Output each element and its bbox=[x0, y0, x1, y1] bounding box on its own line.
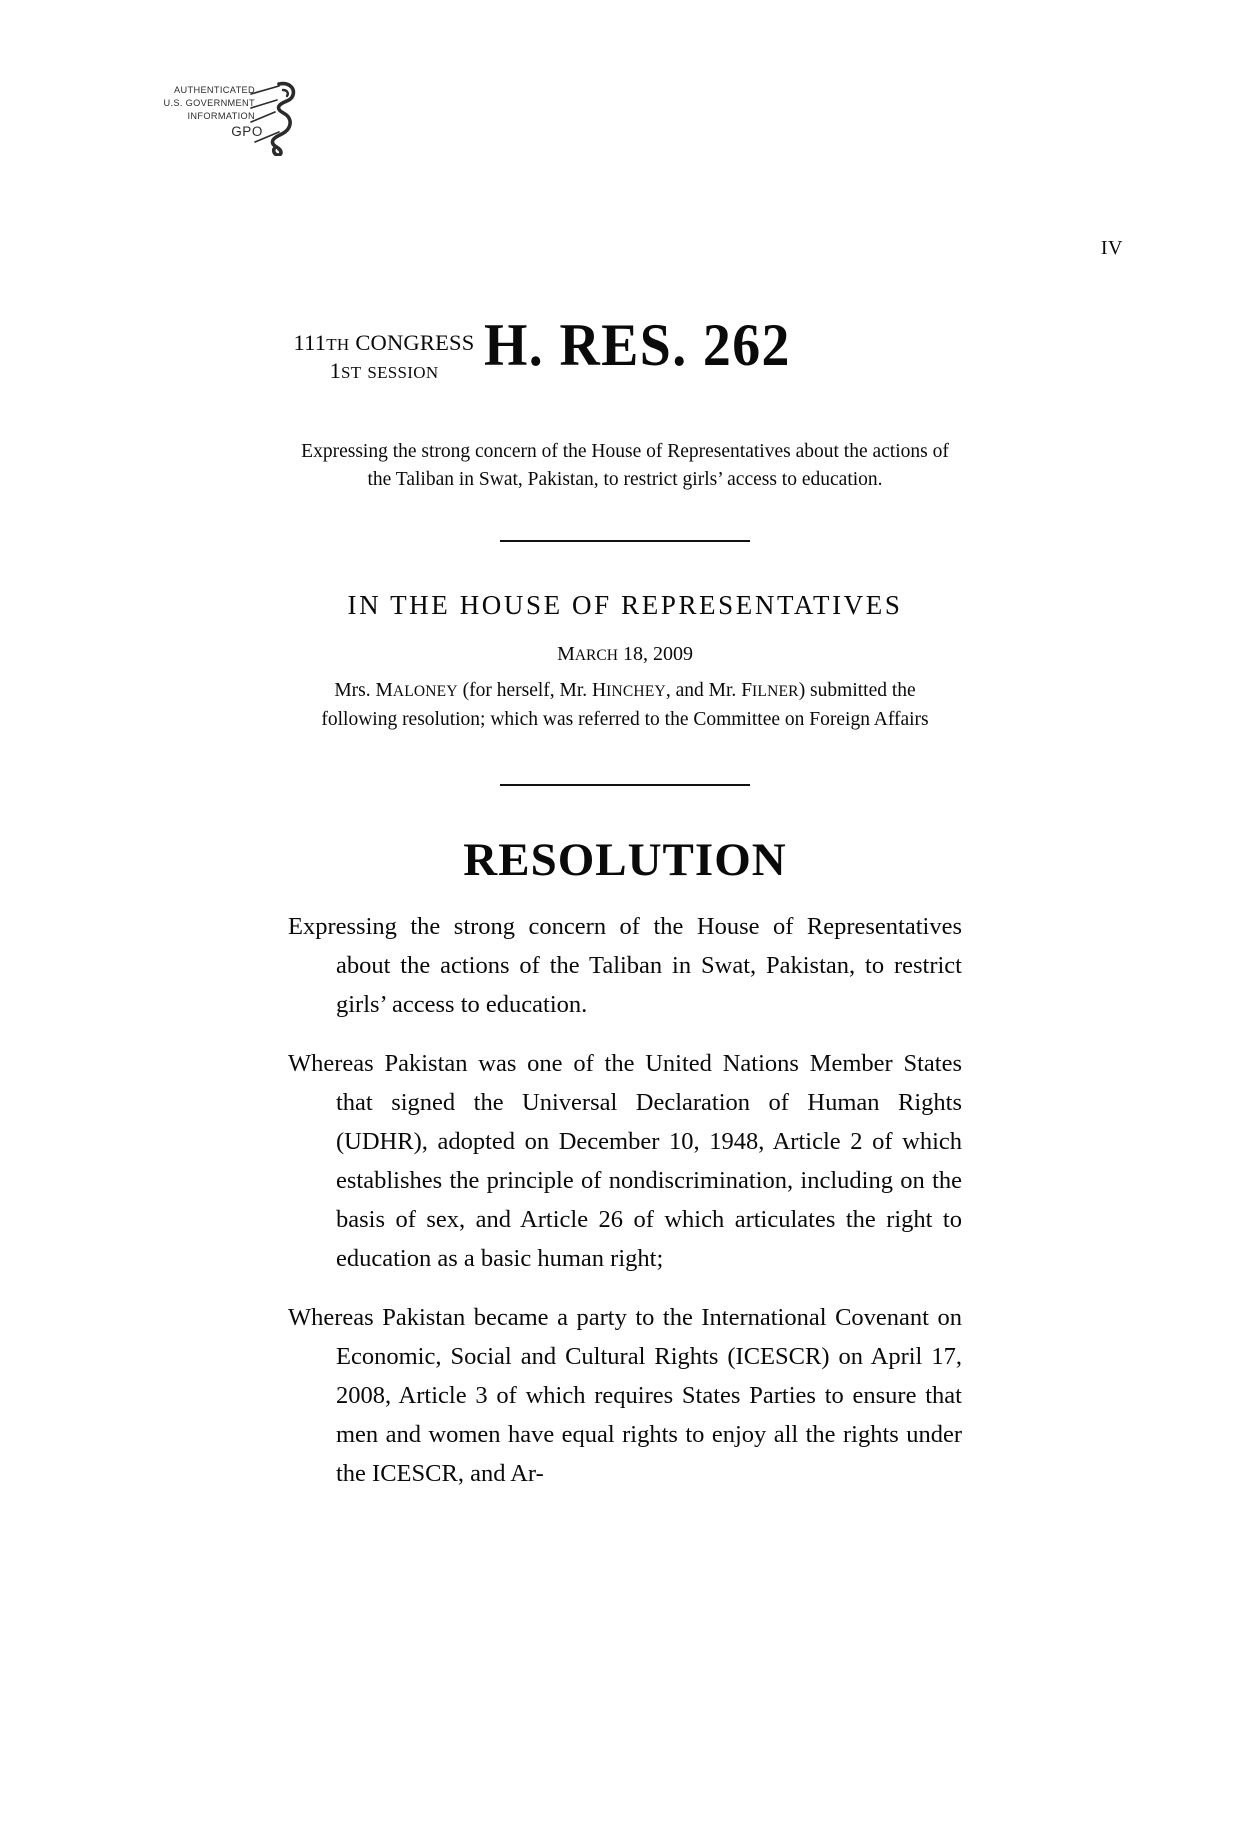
cosponsor-2-initial: F bbox=[741, 680, 753, 701]
cosponsor-1-initial: H bbox=[592, 680, 607, 701]
paragraph-text: Whereas Pakistan became a party to the International Covenant on Economic, Social and Cultural Rights (ICESCR) on April 17, 2008, Article 3 of which requires States Parties to ensure that men and women have equal rights to enjoy all the rights under the ICESCR, and Ar- bbox=[288, 1304, 962, 1487]
session-ordinal: ST bbox=[341, 363, 362, 382]
seal-text-block bbox=[163, 84, 255, 124]
cosponsor-2-name: ILNER bbox=[752, 683, 799, 700]
action-date-month: ARCH bbox=[574, 647, 618, 664]
resolution-text bbox=[288, 907, 962, 1493]
paragraph-whereas-2 bbox=[288, 1298, 962, 1493]
congress-session-block bbox=[288, 330, 480, 386]
gpo-authentication-seal bbox=[163, 78, 298, 156]
sponsor-line bbox=[288, 677, 962, 734]
seal-line-information: INFORMATION bbox=[187, 111, 255, 122]
divider-rule-top bbox=[500, 540, 750, 542]
seal-line-government: U.S. GOVERNMENT bbox=[163, 98, 255, 109]
document-body bbox=[288, 0, 962, 1493]
paragraph-text: Whereas Pakistan was one of the United Nations Member States that signed the Universal Declaration of Human Rights (UDHR), adopted on December 10, 1948, Article 2 of which establishes the principle of nondiscrimination, including on the basis of sex, and Article 26 of which articulates the right to education as a basic human right; bbox=[288, 1050, 962, 1272]
congress-word: CONGRESS bbox=[355, 330, 475, 355]
sponsor-primary-name: ALONEY bbox=[392, 683, 458, 700]
bill-number: H. RES. 262 bbox=[484, 312, 791, 378]
session-line bbox=[288, 358, 480, 386]
chamber-heading: IN THE HOUSE OF REPRESENTATIVES bbox=[347, 590, 903, 620]
divider-rule-bottom bbox=[500, 784, 750, 786]
sponsor-mid-1: (for herself, Mr. bbox=[457, 680, 593, 701]
masthead bbox=[288, 312, 962, 408]
sponsor-primary-initial: M bbox=[375, 680, 393, 701]
paragraph-long-title bbox=[288, 907, 962, 1024]
action-date-initial: M bbox=[557, 643, 575, 665]
congress-ordinal: TH bbox=[326, 335, 350, 354]
paragraph-whereas-1 bbox=[288, 1044, 962, 1278]
session-word: SESSION bbox=[367, 363, 439, 382]
resolution-heading: RESOLUTION bbox=[463, 834, 787, 886]
seal-gpo-label: GPO bbox=[231, 124, 263, 139]
sponsor-mid-2: , and Mr. bbox=[665, 680, 742, 701]
cosponsor-1-name: INCHEY bbox=[606, 683, 666, 700]
action-date-rest: 18, 2009 bbox=[617, 643, 693, 665]
paragraph-text: Expressing the strong concern of the House of Representatives about the actions of the Taliban in Swat, Pakistan, to restrict girls’ access to education. bbox=[288, 913, 962, 1018]
page-folio: IV bbox=[1100, 237, 1123, 259]
sponsor-prefix: Mrs. bbox=[334, 680, 376, 701]
seal-line-authenticated: AUTHENTICATED bbox=[174, 85, 255, 95]
session-number: 1 bbox=[329, 358, 342, 383]
congress-number: 111 bbox=[293, 330, 327, 355]
action-date bbox=[288, 643, 962, 666]
congress-line bbox=[288, 330, 480, 358]
sponsor-suffix: ) submitted the following resolution; which was referred to the Committee on Foreign Affairs bbox=[321, 680, 929, 730]
long-title: Expressing the strong concern of the House of Representatives about the actions of the Taliban in Swat, Pakistan, to restrict girls’ access to education. bbox=[301, 441, 949, 490]
